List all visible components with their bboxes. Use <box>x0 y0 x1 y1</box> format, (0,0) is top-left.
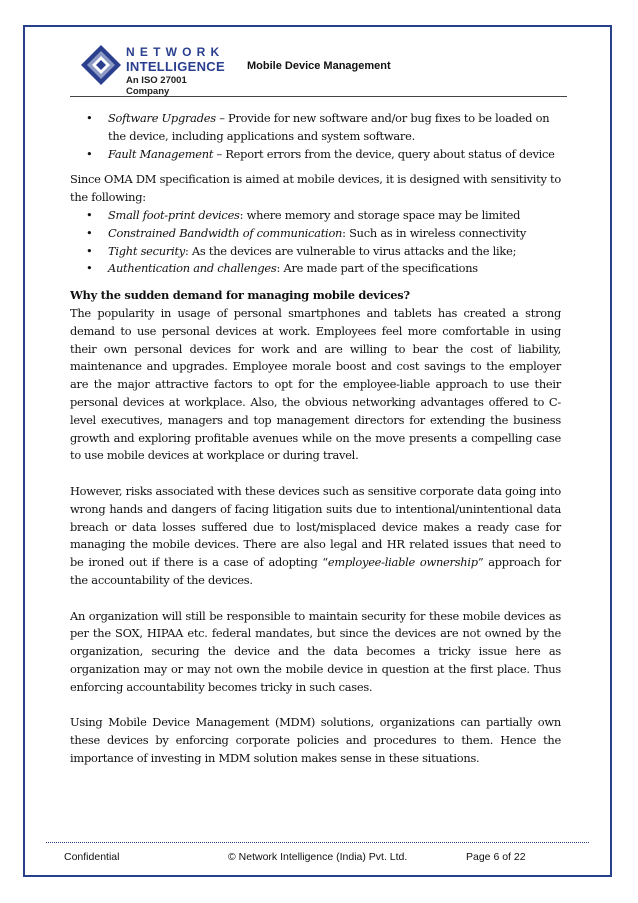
bullet-term: Constrained Bandwidth of communication <box>108 225 343 240</box>
bullet-text: : As the devices are vulnerable to virus attacks and the like; <box>184 243 517 258</box>
logo-diamond-icon <box>80 44 122 86</box>
header-divider <box>70 96 567 97</box>
page-footer <box>0 851 638 867</box>
paragraph-popularity: The popularity in usage of personal smartphones and tablets has created a strong demand to use personal devices at work. Employees feel more comfortable in using their own personal devices for work and are willing to bear the cost of liability, maintenance and upgrades. Employee morale boost and cost savings to the employer are the major attractive factors to opt for the employee-liable approach to use their personal devices at workplace. Also, the obvious networking advantages offered to C-level executives, managers and top management directors for extending the business growth and exploring profitable avenues while on the move presents a compelling case to use mobile devices at workplace or during travel. <box>70 305 561 463</box>
paragraph-risks-tail: ” approach for the accountability of the devices. <box>70 555 561 587</box>
paragraph-risks-emphasis: employee-liable ownership <box>327 555 478 570</box>
list-item <box>70 260 561 278</box>
bullet-text: – Provide for new software and/or bug fixes to be loaded on the device, including applications and system software. <box>108 111 550 143</box>
page-header <box>70 40 570 96</box>
bullet-icon: • <box>86 111 93 125</box>
page-content <box>70 110 561 785</box>
bullet-icon: • <box>86 207 93 222</box>
list-item <box>70 110 561 146</box>
bullet-text: : where memory and storage space may be limited <box>239 207 521 222</box>
bullet-text: : Such as in wireless connectivity <box>342 225 527 240</box>
document-title: Mobile Device Management <box>247 60 391 72</box>
footer-confidential: Confidential <box>64 851 120 863</box>
bullet-icon: • <box>86 243 93 258</box>
paragraph-accountability: An organization will still be responsible to maintain security for these mobile devices as per the SOX, HIPAA etc. federal mandates, but since the devices are not owned by the organization, securing the device and the data becomes a tricky issue here as organization may or may not own the mobile device in question at the first place. Thus enforcing accountability becomes tricky in such cases. <box>70 608 561 694</box>
list-item <box>70 207 561 225</box>
footer-divider <box>46 842 589 843</box>
list-item <box>70 243 561 261</box>
bullet-term: Software Upgrades <box>108 111 216 125</box>
logo-text-iso: An ISO 27001 Company <box>126 75 187 97</box>
logo-text-network: NETWORK <box>126 45 225 59</box>
section-heading: Why the sudden demand for managing mobile devices? <box>70 288 410 303</box>
bullet-icon: • <box>86 146 93 161</box>
bullet-term: Fault Management <box>108 146 214 161</box>
logo-text-intelligence: INTELLIGENCE <box>126 59 225 74</box>
list-item <box>70 225 561 243</box>
paragraph-risks-text: However, risks associated with these devices such as sensitive corporate data going into wrong hands and dangers of facing litigation suits due to intentional/unintentional data breach or data losses suffered due to lost/misplaced device makes a ready case for managing the mobile devices. There are also legal and HR related issues that need to be ironed out if there is a case of adopting “ <box>70 483 561 570</box>
bullet-icon: • <box>86 261 93 276</box>
intro-paragraph: Since OMA DM specification is aimed at mobile devices, it is designed with sensitivity to the following: <box>70 172 561 205</box>
footer-copyright: © Network Intelligence (India) Pvt. Ltd. <box>228 851 408 863</box>
bullet-term: Tight security <box>108 243 185 258</box>
bullet-text: – Report errors from the device, query about status of device <box>213 146 555 161</box>
bullet-text: : Are made part of the specifications <box>276 261 478 276</box>
paragraph-risks <box>70 483 561 590</box>
list-item <box>70 146 561 164</box>
company-logo <box>80 42 230 97</box>
paragraph-mdm: Using Mobile Device Management (MDM) solutions, organizations can partially own these devices by enforcing corporate policies and procedures to them. Hence the importance of investing in MDM solution makes sense in these situations. <box>70 715 561 765</box>
footer-page-number: Page 6 of 22 <box>466 851 526 863</box>
feature-bullet-list <box>70 110 561 163</box>
bullet-icon: • <box>86 225 93 240</box>
sensitivity-bullet-list <box>70 207 561 278</box>
bullet-term: Small foot-print devices <box>108 207 240 222</box>
bullet-term: Authentication and challenges <box>108 261 277 276</box>
